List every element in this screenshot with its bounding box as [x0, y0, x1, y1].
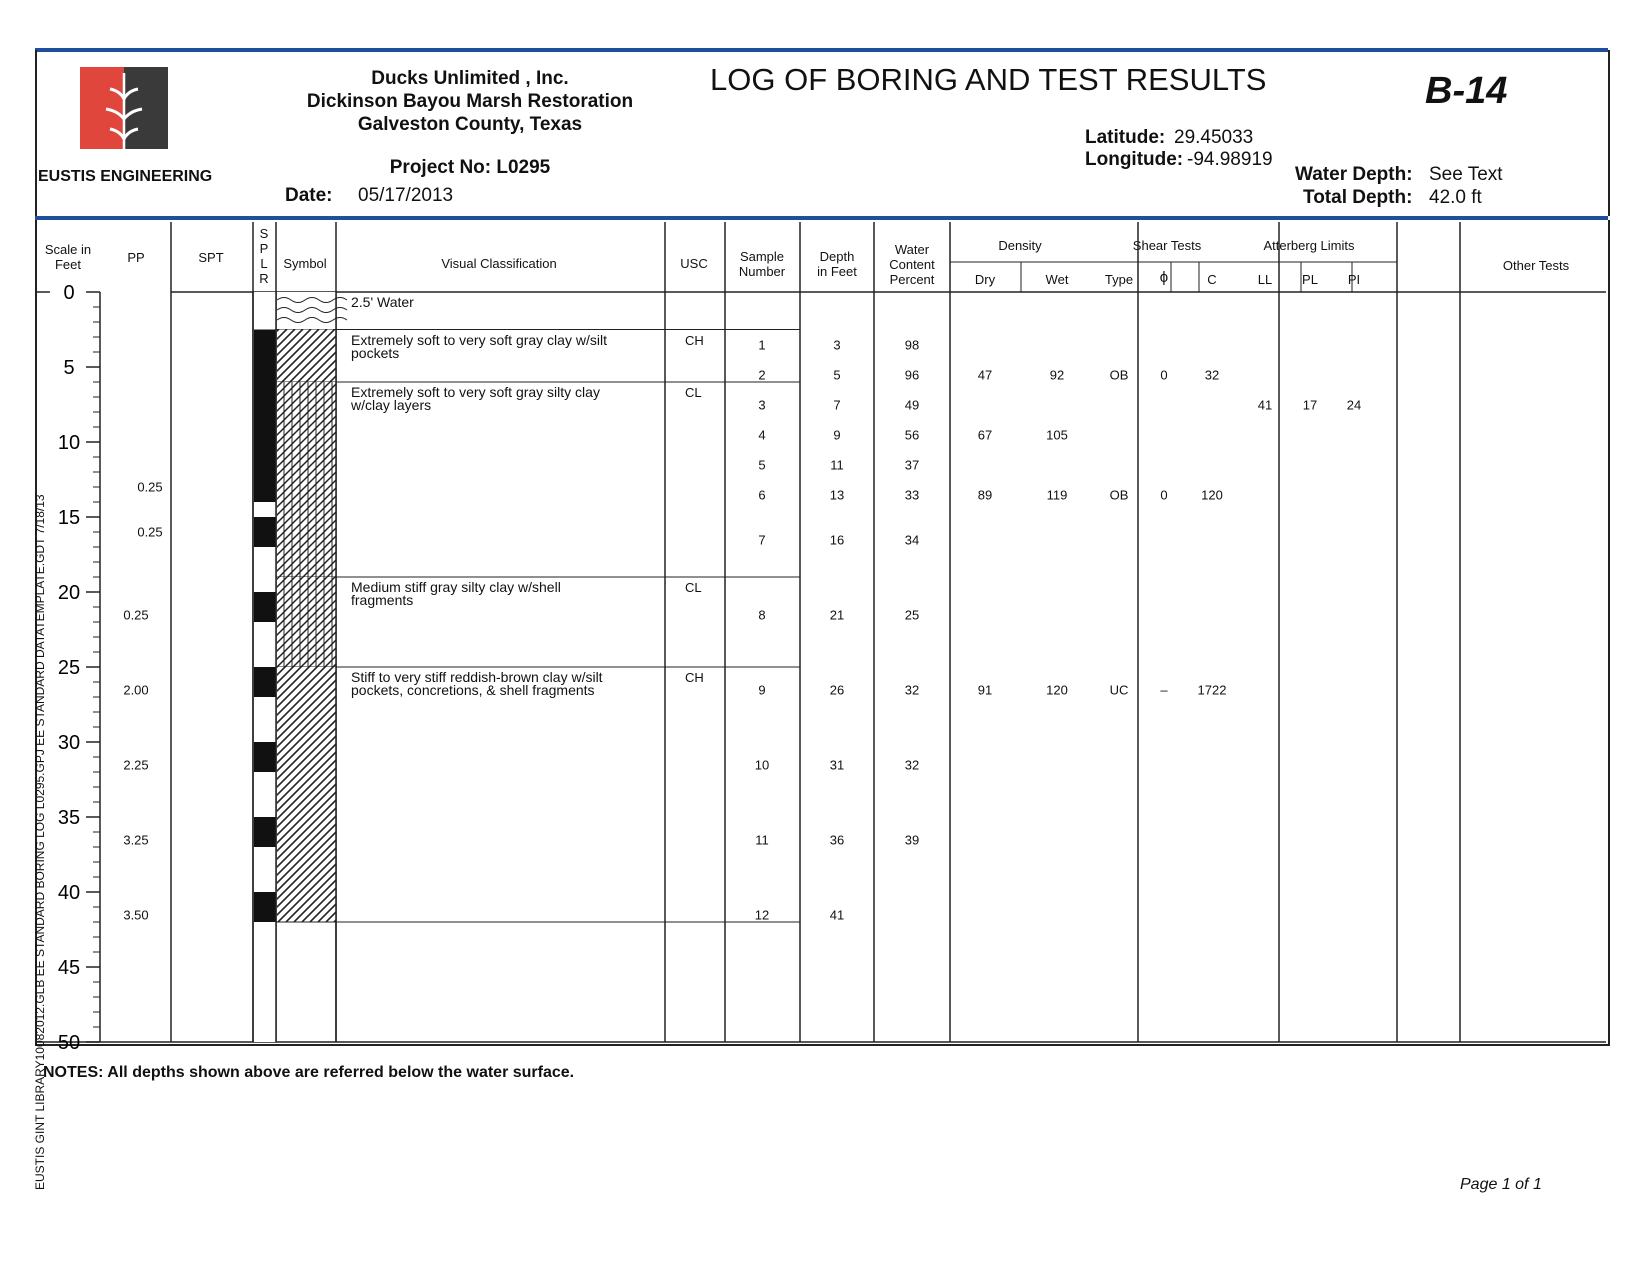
scale-label: 40 — [57, 882, 81, 904]
sample-number: 8 — [758, 607, 766, 622]
stratum-description: Extremely soft to very soft gray clay w/silt pockets — [351, 331, 607, 361]
latitude-value: 29.45033 — [1174, 127, 1254, 148]
sample-block — [254, 667, 276, 697]
sample-number: 3 — [758, 397, 766, 412]
sample-pp: 0.25 — [123, 607, 149, 622]
sample-type: OB — [1109, 367, 1129, 382]
total-depth-label: Total Depth: — [1303, 187, 1413, 208]
sample-number: 6 — [758, 487, 766, 502]
pp-value: 0.25 — [137, 524, 163, 540]
scale-label: 45 — [57, 957, 81, 979]
stratum-usc: CL — [685, 385, 702, 400]
sample-number: 12 — [754, 907, 770, 922]
sample-number: 7 — [758, 532, 766, 547]
col-pp-header: PP — [127, 250, 145, 265]
project-name: Dickinson Bayou Marsh Restoration — [306, 91, 634, 112]
sample-phi: 0 — [1160, 487, 1168, 502]
sample-water: 33 — [904, 487, 920, 502]
sample-depth: 26 — [829, 682, 845, 697]
soil-symbol — [277, 330, 336, 383]
water-depth-label: Water Depth: — [1295, 164, 1413, 185]
col-shear-header: Shear Tests — [1132, 238, 1202, 253]
page-number: Page 1 of 1 — [1460, 1176, 1542, 1193]
sample-number: 11 — [755, 832, 769, 847]
scale-label: 30 — [57, 732, 81, 754]
sample-number: 5 — [758, 457, 766, 472]
scale-label: 25 — [57, 657, 81, 679]
col-symbol-header: Symbol — [283, 256, 327, 271]
sample-phi: 0 — [1160, 367, 1168, 382]
latitude-label: Latitude: — [1085, 127, 1166, 148]
stratum-usc: CH — [685, 332, 704, 348]
col-water-header: Water Content Percent — [889, 242, 935, 287]
sample-water: 32 — [904, 682, 920, 697]
col-wet-header: Wet — [1045, 272, 1069, 287]
col-usc-header: USC — [680, 256, 708, 271]
boring-id: B-14 — [1425, 70, 1508, 112]
sample-number: 10 — [754, 757, 770, 772]
sample-c: 120 — [1201, 487, 1223, 502]
sample-dry: 91 — [977, 682, 993, 697]
sample-block — [254, 742, 276, 772]
sample-depth: 16 — [829, 532, 845, 547]
total-depth-value: 42.0 ft — [1429, 187, 1482, 208]
stratum-usc: CH — [685, 670, 704, 685]
scale-label: 15 — [57, 507, 81, 529]
sample-depth: 31 — [829, 757, 845, 772]
col-ll-header: LL — [1257, 272, 1273, 287]
notes: NOTES: All depths shown above are referred below the water surface. — [43, 1064, 575, 1081]
sample-pl: 17 — [1302, 397, 1318, 412]
sample-c: 1722 — [1197, 682, 1227, 697]
sample-ll: 41 — [1257, 397, 1273, 412]
sample-depth: 21 — [829, 607, 845, 622]
sample-depth: 5 — [833, 367, 841, 382]
soil-symbol — [277, 577, 336, 667]
sample-water: 32 — [904, 757, 920, 772]
sample-number: 4 — [758, 427, 766, 442]
scale-label: 20 — [57, 582, 81, 604]
scale-label: 0 — [63, 282, 75, 304]
scale-label: 5 — [63, 357, 75, 379]
sample-block — [254, 330, 276, 503]
company-name: EUSTIS ENGINEERING — [38, 168, 213, 185]
col-atterberg-header: Atterberg Limits — [1263, 238, 1355, 253]
longitude-value: -94.98919 — [1187, 149, 1273, 170]
sample-number: 1 — [758, 337, 766, 352]
sample-type: OB — [1109, 487, 1129, 502]
sample-water: 37 — [904, 457, 920, 472]
client-name: Ducks Unlimited , Inc. — [371, 68, 569, 89]
col-spt-header: SPT — [198, 250, 224, 265]
sample-water: 98 — [904, 337, 920, 352]
sample-phi: – — [1160, 682, 1168, 697]
sample-water: 34 — [904, 532, 920, 547]
sample-pi: 24 — [1346, 397, 1362, 412]
col-pi-header: PI — [1347, 272, 1361, 287]
soil-symbol — [277, 382, 336, 577]
stratum-description: Stiff to very stiff reddish-brown clay w/silt pockets, concretions, & shell fragments — [351, 669, 603, 698]
water-depth-value: See Text — [1429, 164, 1503, 185]
sample-dry: 47 — [977, 367, 993, 382]
sample-number: 2 — [758, 367, 766, 382]
col-density-header: Density — [998, 238, 1042, 253]
col-type-header: Type — [1104, 272, 1134, 287]
sample-dry: 89 — [977, 487, 993, 502]
sample-wet: 119 — [1046, 487, 1068, 502]
pp-value: 0.25 — [137, 479, 163, 495]
side-label: EUSTIS GINT LIBRARY10082012.GLB EE STANDARD BORING LOG L0295.GPJ EE STANDARD DATATEMPLATE.GDT 7/18/13 — [33, 494, 47, 1190]
sample-depth: 9 — [833, 427, 841, 442]
sample-block — [254, 817, 276, 847]
sample-depth: 3 — [833, 337, 841, 352]
project-number: Project No: L0295 — [389, 157, 551, 178]
col-sample-header: Sample Number — [738, 249, 786, 279]
sample-water: 49 — [904, 397, 920, 412]
date-label: Date: — [285, 185, 333, 206]
longitude-label: Longitude: — [1085, 149, 1184, 170]
col-dry-header: Dry — [974, 272, 996, 287]
sample-depth: 11 — [830, 457, 844, 472]
sample-c: 32 — [1204, 367, 1220, 382]
scale-label: 35 — [57, 807, 81, 829]
sample-wet: 105 — [1046, 427, 1068, 442]
col-other-header: Other Tests — [1502, 258, 1570, 273]
sample-dry: 67 — [977, 427, 993, 442]
col-phi-header: ϕ — [1159, 269, 1169, 286]
sample-pp: 2.25 — [123, 757, 149, 772]
sample-depth: 13 — [829, 487, 845, 502]
project-location: Galveston County, Texas — [357, 114, 583, 135]
stratum-description: Medium stiff gray silty clay w/shell fragments — [351, 579, 561, 608]
sample-block — [254, 517, 276, 547]
scale-label: 50 — [57, 1032, 81, 1054]
sample-number: 9 — [758, 682, 766, 697]
soil-symbol — [277, 667, 336, 922]
stratum-description: 2.5' Water — [351, 294, 414, 310]
sample-water: 96 — [904, 367, 920, 382]
sample-depth: 36 — [829, 832, 845, 847]
col-visual-header: Visual Classification — [441, 256, 557, 271]
date-value: 05/17/2013 — [358, 185, 454, 206]
sample-pp: 3.50 — [123, 907, 149, 922]
sample-depth: 7 — [833, 397, 841, 412]
stratum-description: Extremely soft to very soft gray silty clay w/clay layers — [351, 384, 600, 413]
col-depth-header: Depth in Feet — [817, 249, 857, 279]
sample-pp: 2.00 — [123, 682, 149, 697]
sample-block — [254, 592, 276, 622]
scale-label: 10 — [57, 432, 81, 454]
col-scale-header: Scale in Feet — [44, 242, 92, 272]
sample-wet: 120 — [1046, 682, 1068, 697]
sample-water: 39 — [904, 832, 920, 847]
stratum-usc: CL — [685, 580, 702, 595]
sample-depth: 41 — [829, 907, 845, 922]
sample-water: 56 — [904, 427, 920, 442]
sample-water: 25 — [904, 607, 920, 622]
sample-type: UC — [1109, 682, 1129, 697]
col-splr-header: S P L R — [259, 226, 269, 286]
sample-pp: 3.25 — [123, 832, 149, 847]
page-title: LOG OF BORING AND TEST RESULTS — [710, 62, 1267, 97]
col-c-header: C — [1207, 272, 1217, 287]
col-pl-header: PL — [1302, 272, 1318, 287]
sample-wet: 92 — [1049, 367, 1065, 382]
sample-block — [254, 892, 276, 922]
